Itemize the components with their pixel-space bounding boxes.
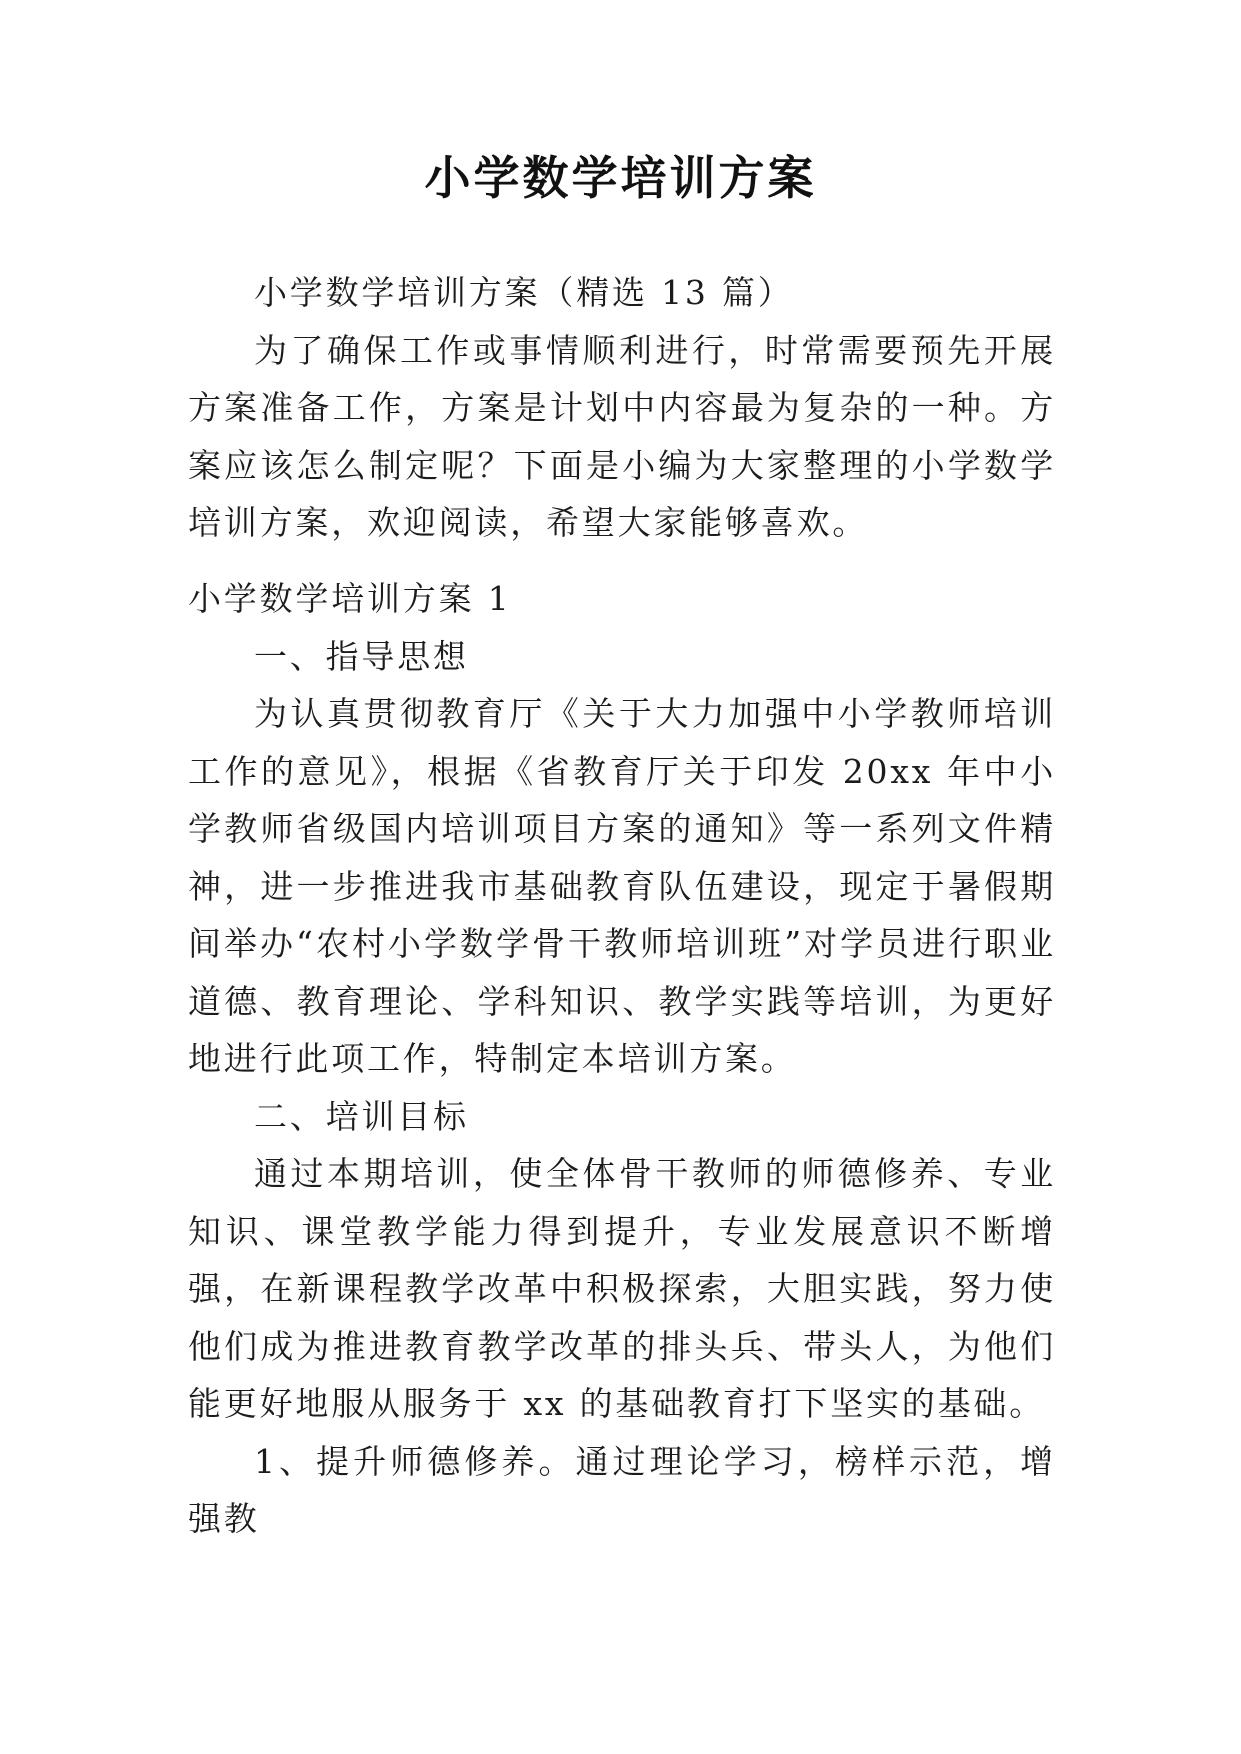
guiding-paragraph: 为认真贯彻教育厅《关于大力加强中小学教师培训工作的意见》，根据《省教育厅关于印发 20xx 年中小学教师省级国内培训项目方案的通知》等一系列文件精神，进一步推进我市基础教育队伍建设，现定于暑假期间举办“农村小学数学骨干教师培训班”对学员进行职业道德、教育理论、学科知识、教学实践等培训，为更好地进行此项工作，特制定本培训方案。 — [188, 694, 1056, 1078]
goal-paragraph: 通过本期培训，使全体骨干教师的师德修养、专业知识、课堂教学能力得到提升，专业发展意识不断增强，在新课程教学改革中积极探索，大胆实践，努力使他们成为推进教育教学改革的排头兵、带头人，为他们能更好地服从服务于 xx 的基础教育打下坚实的基础。 — [188, 1154, 1056, 1423]
intro-paragraph: 为了确保工作或事情顺利进行，时常需要预先开展方案准备工作，方案是计划中内容最为复杂的一种。方案应该怎么制定呢？下面是小编为大家整理的小学数学培训方案，欢迎阅读，希望大家能够喜欢。 — [188, 330, 1056, 542]
item-1-paragraph: 1、提升师德修养。通过理论学习，榜样示范，增强教 — [188, 1441, 1056, 1538]
guiding-heading: 一、指导思想 — [254, 636, 469, 676]
section-1-heading: 小学数学培训方案 1 — [188, 579, 512, 618]
goal-heading: 二、培训目标 — [254, 1096, 469, 1136]
intro-subtitle: 小学数学培训方案（精选 13 篇） — [254, 273, 794, 312]
intro-block — [188, 264, 1056, 552]
section-1 — [188, 570, 1056, 1548]
document-title: 小学数学培训方案 — [424, 151, 817, 205]
